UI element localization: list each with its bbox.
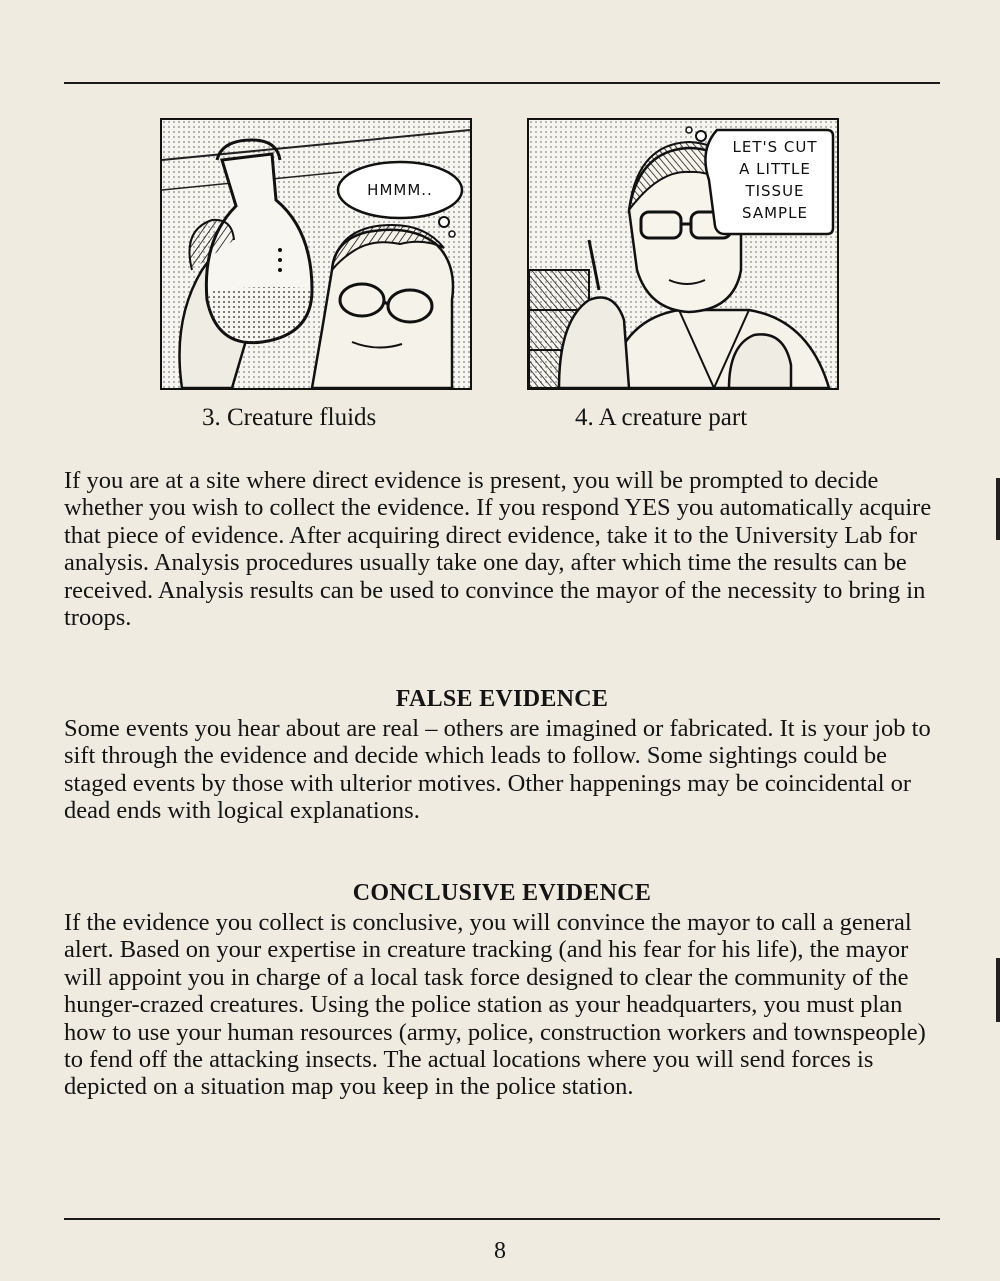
comic-panel-creature-part	[527, 118, 839, 390]
bottom-rule	[64, 1218, 940, 1220]
false-evidence-heading: FALSE EVIDENCE	[395, 686, 609, 712]
direct-evidence-paragraph: If you are at a site where direct evidence is present, you will be prompted to decide whether you wish to collect the evidence. If you respond YES you automatically acquire that piece of evidence. After acquiring direct evidence, take it to the University Lab for analysis. Analysis procedures usually take one day, after which time the results can be received. Analysis results can be used to convince the mayor of the necessity to bring in troops.	[64, 467, 932, 632]
page-number: 8	[494, 1238, 506, 1264]
comic-panel-creature-fluids	[160, 118, 472, 390]
conclusive-evidence-paragraph: If the evidence you collect is conclusive, you will convince the mayor to call a general alert. Based on your expertise in creature tracking (and his fear for his life), the mayor will appoint you in charge of a local task force designed to clear the community of the hunger-crazed creatures. Using the police station as your headquarters, you must plan how to use your human resources (army, police, construction workers and townspeople) to fend off the attacking insects. The actual locations where you will send forces is depicted on a situation map you keep in the police station.	[64, 909, 926, 1101]
top-rule	[64, 82, 940, 84]
figure-caption-creature-fluids: 3. Creature fluids	[202, 404, 377, 431]
bubble-line-4: SAMPLE	[742, 204, 808, 222]
bubble-line-2: A LITTLE	[739, 160, 811, 178]
binding-edge-mark	[996, 958, 1000, 1022]
bubble-text-hmmm: HMMM..	[367, 181, 433, 199]
bubble-line-3: TISSUE	[745, 182, 805, 200]
bubble-line-1: LET'S CUT	[732, 138, 818, 156]
scientist-with-flask-illustration	[162, 120, 470, 388]
conclusive-evidence-heading: CONCLUSIVE EVIDENCE	[352, 880, 652, 906]
figure-caption-creature-part: 4. A creature part	[575, 404, 748, 431]
scientist-with-scalpel-illustration	[529, 120, 837, 388]
false-evidence-paragraph: Some events you hear about are real – others are imagined or fabricated. It is your job to sift through the evidence and decide which leads to follow. Some sightings could be staged events by those with ulterior motives. Other happenings may be coincidental or dead ends with logical explanations.	[64, 715, 931, 825]
binding-edge-mark	[996, 478, 1000, 540]
